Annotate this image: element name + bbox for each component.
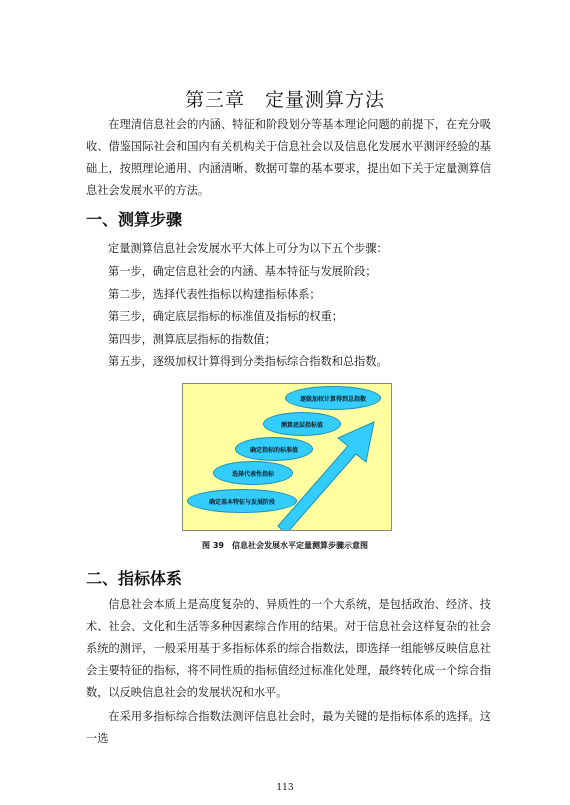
step-line-3: 第三步，确定底层指标的标准值及指标的权重； — [108, 310, 343, 323]
indicators-paragraph-1: 信息社会本质上是高度复杂的、异质性的一个大系统，是包括政治、经济、技术、社会、文化和生活等多种因素综合作用的结果。对于信息社会这样复杂的社会系统的测评，一般采用基于多指标体系的综合指数法，即选择一组能够反映信息社会主要特征的指标，将不同性质的指标值经过标准化处理，最终转化成一个综合指数，以反映信息社会的发展状况和水平。 — [86, 598, 491, 699]
section-heading-steps: 一、测算步骤 — [86, 210, 183, 229]
step-line-1: 第一步，确定信息社会的内涵、基本特征与发展阶段； — [108, 265, 377, 278]
step-ellipse-1: 确定基本特征与发展阶段 — [187, 489, 297, 513]
intro-paragraph: 在理清信息社会的内涵、特征和阶段划分等基本理论问题的前提下，在充分吸收、借鉴国际社会和国内有关机构关于信息社会以及信息化发展水平测评经验的基础上，按照理论通用、内涵清晰、数据可靠的基本要求，提出如下关于定量测算信息社会发展水平的方法。 — [86, 118, 491, 197]
step-ellipse-5: 逐级加权计算得到总指数 — [285, 386, 381, 410]
chapter-title: 第三章 定量测算方法 — [184, 88, 385, 111]
step-ellipse-4: 测算底层指标值 — [263, 412, 341, 436]
indicators-paragraph-2: 在采用多指标综合指数法测评信息社会时，最为关键的是指标体系的选择。这一选 — [86, 710, 491, 745]
steps-intro-line: 定量测算信息社会发展水平大体上可分为以下五个步骤： — [108, 242, 388, 255]
step-line-2: 第二步，选择代表性指标以构建指标体系； — [108, 288, 321, 301]
section-heading-indicators: 二、指标体系 — [86, 569, 183, 588]
steps-diagram — [182, 383, 392, 531]
step-line-4: 第四步，测算底层指标的指数值； — [108, 333, 276, 346]
step-ellipse-2: 选择代表性指标 — [213, 461, 293, 485]
figure-caption: 图 39 信息社会发展水平定量测算步骤示意图 — [202, 541, 368, 550]
step-ellipse-3: 确定指标的标准值 — [235, 437, 313, 461]
step-line-5: 第五步，逐级加权计算得到分类指标综合指数和总指数。 — [108, 355, 388, 368]
page-number: 113 — [276, 783, 294, 793]
